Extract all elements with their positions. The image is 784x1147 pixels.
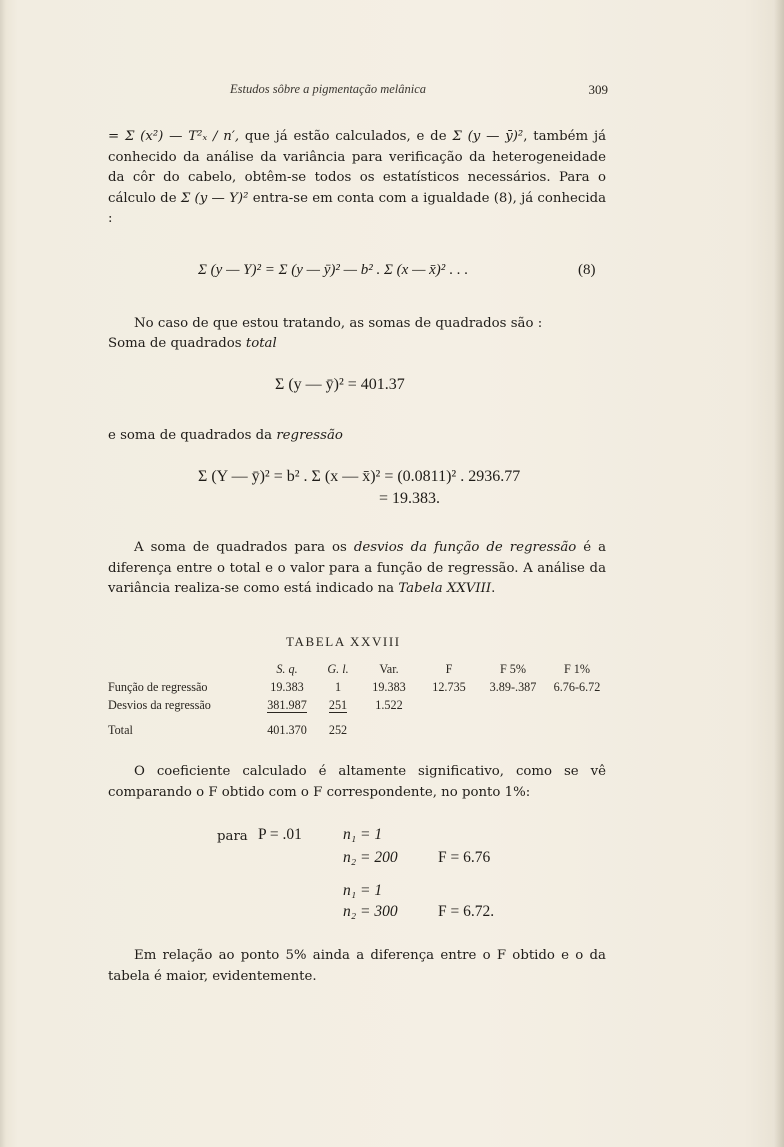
header-sq: S. q. <box>276 661 298 676</box>
equation-regression-result: = 19.383. <box>379 490 441 507</box>
n2-first: n₂ = 200 <box>343 849 398 866</box>
header-f5: F 5% <box>499 661 527 676</box>
equation-8: Σ (y — Y)² = Σ (y — ȳ)² — b² . Σ (x — x̄)² . . . <box>198 262 468 278</box>
table-row-total: Total 401.370 252 <box>108 722 348 737</box>
n1-first: n₁ = 1 <box>343 826 383 843</box>
paragraph-6: Em relação ao ponto 5% ainda a diferença entre o F obtido e o da tabela é maior, evidentemente. <box>108 948 606 984</box>
paragraph-1: = Σ (x²) — T²ₓ / n′, que já estão calculados, e de Σ (y — ȳ)², também já conhecido da análise da variância para verificação da heterogeneidade da côr do cabelo, obtêm-se todos os estatísticos necessários. Para o cálculo de Σ (y — Y)² entra-se em conta com a igualdade (8), já conhecida : <box>108 129 607 227</box>
n2-second: n₂ = 300 <box>343 903 398 920</box>
table-row: Desvios da regressão 381.987 251 1.522 <box>108 697 403 712</box>
paragraph-2-line2: Soma de quadrados total <box>108 336 277 351</box>
n1-second: n₁ = 1 <box>343 882 383 899</box>
header-f1: F 1% <box>563 661 591 676</box>
equation-regression: Σ (Y — ȳ)² = b² . Σ (x — x̄)² = (0.0811)² . 2936.77 <box>198 468 521 485</box>
f-first: F = 6.76 <box>438 849 491 866</box>
f-second: F = 6.72. <box>438 903 495 920</box>
header-gl: G. l. <box>327 661 349 676</box>
equation-total: Σ (y — ȳ)² = 401.37 <box>275 376 405 393</box>
header-var: Var. <box>379 661 399 676</box>
para-label: para <box>217 829 248 844</box>
paragraph-2: No caso de que estou tratando, as somas de quadrados são : <box>134 316 543 331</box>
equation-label: (8) <box>578 262 596 278</box>
page-number: 309 <box>588 82 608 97</box>
header-f: F <box>445 661 453 676</box>
table-row: Função de regressão 19.383 1 19.383 12.735 3.89-.387 6.76-6.72 <box>108 679 601 694</box>
paragraph-5: O coeficiente calculado é altamente significativo, como se vê comparando o F obtido com o F correspondente, no ponto 1%: <box>108 764 606 800</box>
formula-inline: = Σ (x²) — T²ₓ / n′, <box>108 129 240 144</box>
p-equals: P = .01 <box>258 826 302 843</box>
table-header-row <box>108 660 606 678</box>
variance-table <box>108 660 606 740</box>
running-title: Estudos sôbre a pigmentação melânica <box>230 82 427 96</box>
paragraph-4: A soma de quadrados para os desvios da função de regressão é a diferença entre o total e o valor para a função de regressão. A análise da variância realiza-se como está indicado na Tabela XXVIII. <box>108 540 607 597</box>
paragraph-3: e soma de quadrados da regressão <box>108 428 343 443</box>
formula-inline: Σ (y — ȳ)² <box>452 129 524 144</box>
formula-inline: Σ (y — Y)² <box>180 190 249 206</box>
table-title: TABELA XXVIII <box>286 634 401 649</box>
